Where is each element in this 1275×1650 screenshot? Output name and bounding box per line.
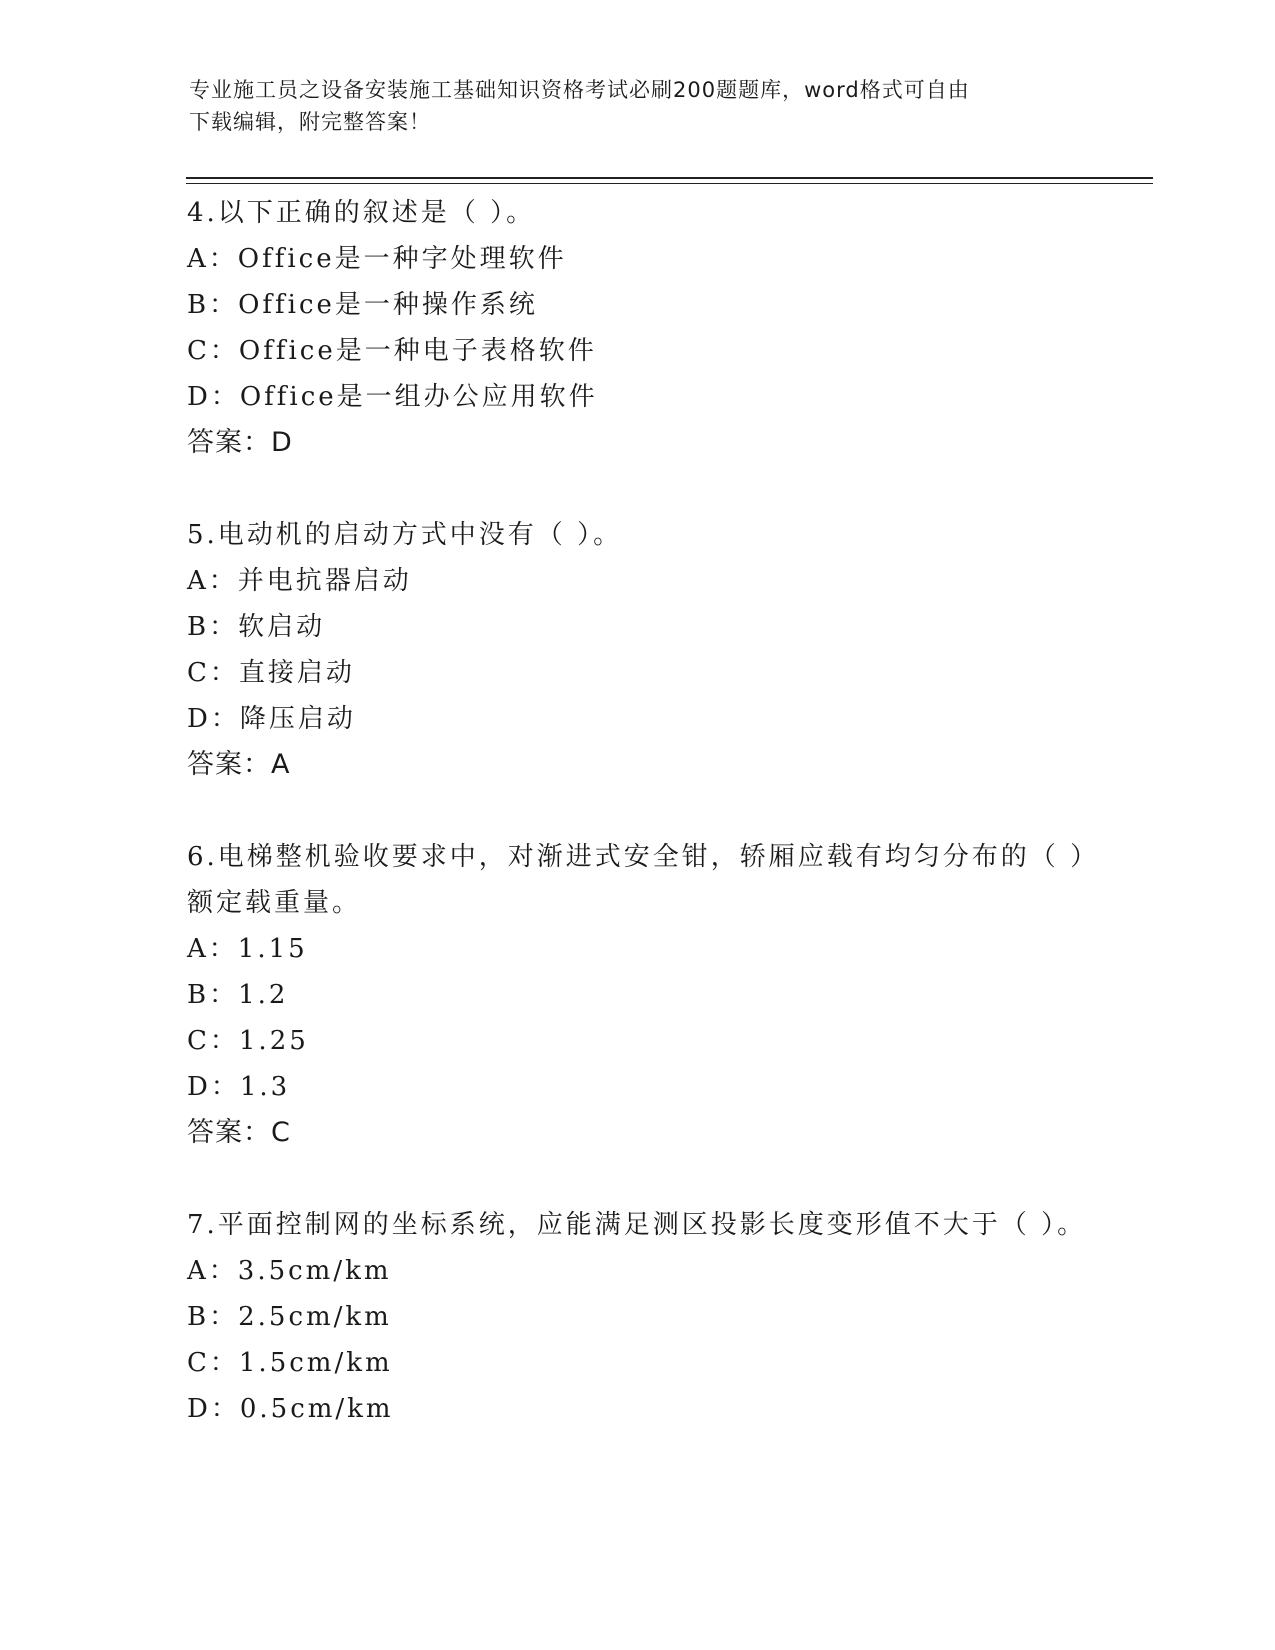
- option-b: B：Office是一种操作系统: [187, 290, 538, 320]
- option-b: B：软启动: [187, 612, 326, 642]
- header-line-1: 专业施工员之设备安装施工基础知识资格考试必刷200题题库，word格式可自由: [189, 78, 970, 102]
- header-divider-thin: [186, 183, 1153, 184]
- question-text: 4.以下正确的叙述是（ ）。: [187, 198, 536, 228]
- option-c: C：直接启动: [187, 658, 355, 688]
- question-6: [187, 834, 1087, 1156]
- header-line-2: 下载编辑，附完整答案！: [189, 110, 431, 134]
- option-d: D：降压启动: [187, 704, 356, 734]
- option-a: A：1.15: [187, 934, 308, 964]
- option-c: C：1.25: [187, 1026, 309, 1056]
- option-b: B：2.5cm/km: [187, 1302, 392, 1332]
- option-a: A：Office是一种字处理软件: [187, 244, 567, 274]
- question-5: [187, 512, 1087, 788]
- question-4: [187, 190, 1087, 466]
- option-d: D：Office是一组办公应用软件: [187, 382, 598, 412]
- answer: 答案：C: [187, 1117, 291, 1148]
- question-text: 5.电动机的启动方式中没有（ ）。: [187, 520, 623, 550]
- question-7: [187, 1202, 1087, 1432]
- answer: 答案：D: [187, 427, 293, 458]
- option-a: A：3.5cm/km: [187, 1256, 392, 1286]
- question-text: 6.电梯整机验收要求中，对渐进式安全钳，轿厢应载有均匀分布的（ ）额定载重量。: [187, 842, 1087, 918]
- question-text: 7.平面控制网的坐标系统，应能满足测区投影长度变形值不大于（ ）。: [187, 1210, 1087, 1240]
- option-d: D：0.5cm/km: [187, 1394, 394, 1424]
- question-list: [187, 190, 1087, 1478]
- option-a: A：并电抗器启动: [187, 566, 412, 596]
- option-d: D：1.3: [187, 1072, 291, 1102]
- answer: 答案：A: [187, 749, 291, 780]
- document-header: [189, 74, 1089, 138]
- option-c: C：1.5cm/km: [187, 1348, 393, 1378]
- header-divider-thick: [186, 177, 1153, 179]
- option-b: B：1.2: [187, 980, 289, 1010]
- option-c: C：Office是一种电子表格软件: [187, 336, 597, 366]
